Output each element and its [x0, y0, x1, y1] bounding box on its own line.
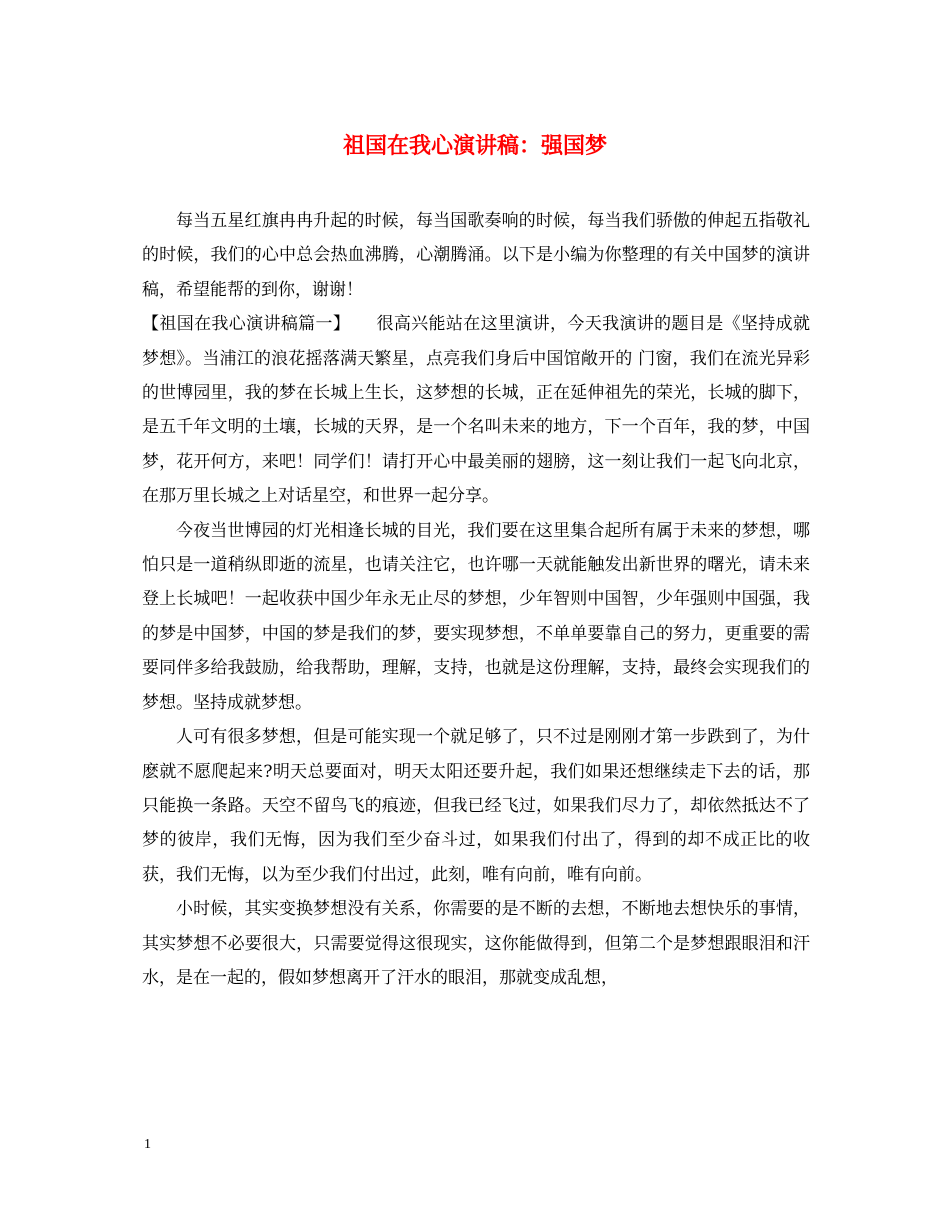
document-title: 祖国在我心演讲稿：强国梦 — [342, 133, 607, 159]
paragraph-intro: 每当五星红旗冉冉升起的时候，每当国歌奏响的时候，每当我们骄傲的伸起五指敬礼的时候，我们的心中总会热血沸腾，心潮腾涌。以下是小编为你整理的有关中国梦的演讲稿，希望能帮的到你，谢谢！ — [142, 211, 810, 300]
document-body — [142, 204, 810, 995]
paragraph-childhood: 小时候，其实变换梦想没有关系，你需要的是不断的去想，不断地去想快乐的事情，其实梦想不必要很大，只需要觉得这很现实，这你能做得到，但第二个是梦想跟眼泪和汗水，是在一起的，假如梦想离开了汗水的眼泪，那就变成乱想， — [142, 899, 810, 988]
paragraph-many-dreams: 人可有很多梦想，但是可能实现一个就足够了，只不过是刚刚才第一步跌到了，为什麽就不愿爬起来?明天总要面对，明天太阳还要升起，我们如果还想继续走下去的话，那只能换一条路。天空不留鸟飞的痕迹，但我已经飞过，如果我们尽力了，却依然抵达不了梦的彼岸，我们无悔，因为我们至少奋斗过，如果我们付出了，得到的却不成正比的收获，我们无悔，以为至少我们付出过，此刻，唯有向前，唯有向前。 — [142, 727, 810, 885]
page-number: 1 — [144, 1137, 151, 1152]
paragraph-expo-night: 今夜当世博园的灯光相逢长城的目光，我们要在这里集合起所有属于未来的梦想，哪怕只是一道稍纵即逝的流星，也请关注它，也许哪一天就能触发出新世界的曙光，请未来登上长城吧！一起收获中国少年永无止尽的梦想，少年智则中国智，少年强则中国强，我的梦是中国梦，中国的梦是我们的梦，要实现梦想，不单单要靠自己的努力，更重要的需要同伴多给我鼓励，给我帮助，理解，支持，也就是这份理解，支持，最终会实现我们的梦想。坚持成就梦想。 — [142, 520, 810, 713]
paragraph-speech-one: 【祖国在我心演讲稿篇一】 很高兴能站在这里演讲，今天我演讲的题目是《坚持成就梦想》。当浦江的浪花摇落满天繁星，点亮我们身后中国馆敞开的 门窗，我们在流光异彩的世博园里，我的梦在长城上生长，这梦想的长城，正在延伸祖先的荣光，长城的脚下，是五千年文明的土壤，长城的天界，是一个名叫未来的地方，下一个百年，我的梦，中国梦，花开何方，来吧！同学们！请打开心中最美丽的翅膀，这一刻让我们一起飞向北京，在那万里长城之上对话星空，和世界一起分享。 — [142, 314, 810, 507]
